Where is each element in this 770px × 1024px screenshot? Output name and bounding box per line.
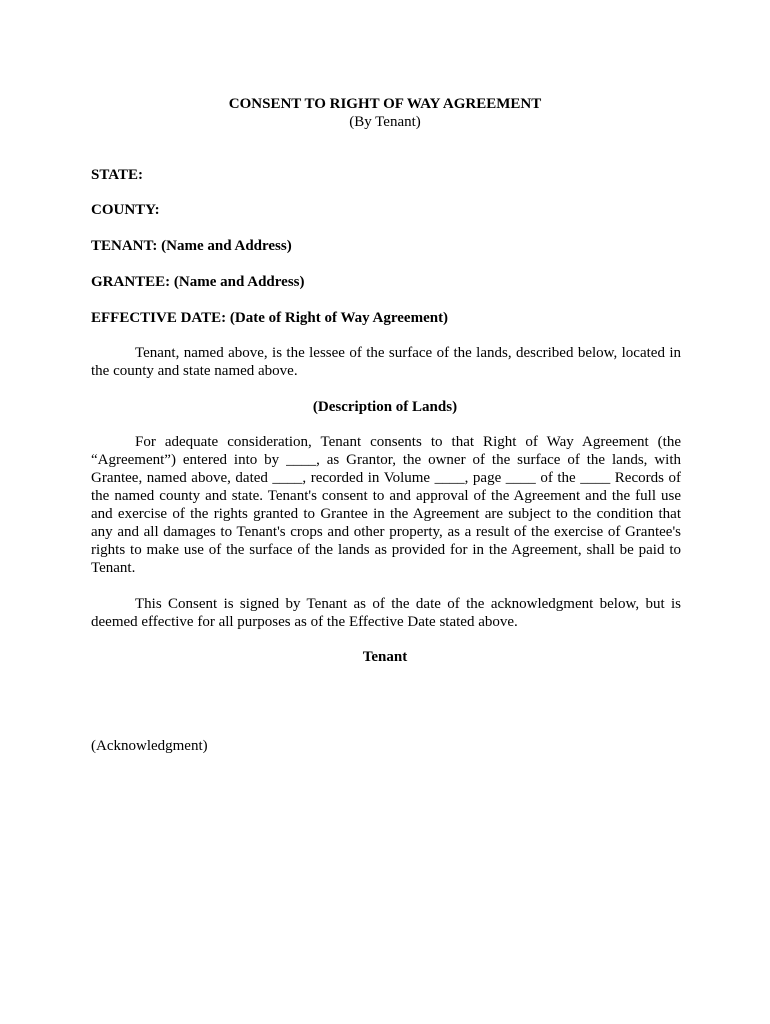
tenant-field: TENANT: (Name and Address) <box>91 238 292 254</box>
county-field: COUNTY: <box>91 202 160 218</box>
document-title: CONSENT TO RIGHT OF WAY AGREEMENT <box>228 96 542 112</box>
state-field: STATE: <box>91 167 143 183</box>
acknowledgment-label: (Acknowledgment) <box>91 738 208 754</box>
consent-paragraph: For adequate consideration, Tenant consents to that Right of Way Agreement (the “Agreement”) entered into by ____, as Grantor, the owner of the surface of the lands, with Grantee, named above, dated ____, recorded in Volume ____, page ____ of the ____ Records of the named county and state. Tenant's consent to and approval of the Agreement and the full use and exercise of the rights granted to Grantee in the Agreement are subject to the condition that any and all damages to Tenant's crops and other property, as a result of the exercise of Grantee's rights to make use of the surface of the lands as provided for in the Agreement, shall be paid to Tenant. <box>91 434 681 576</box>
grantee-field: GRANTEE: (Name and Address) <box>91 274 305 290</box>
signing-paragraph: This Consent is signed by Tenant as of the date of the acknowledgment below, but is deemed effective for all purposes as of the Effective Date stated above. <box>91 596 681 630</box>
tenant-signature-label: Tenant <box>362 649 408 665</box>
title-block <box>0 95 770 131</box>
effective-date-field: EFFECTIVE DATE: (Date of Right of Way Agreement) <box>91 310 449 326</box>
description-heading: (Description of Lands) <box>312 399 458 415</box>
lessee-paragraph: Tenant, named above, is the lessee of the surface of the lands, described below, located in the county and state named above. <box>91 345 681 379</box>
document-subtitle: (By Tenant) <box>349 114 421 130</box>
